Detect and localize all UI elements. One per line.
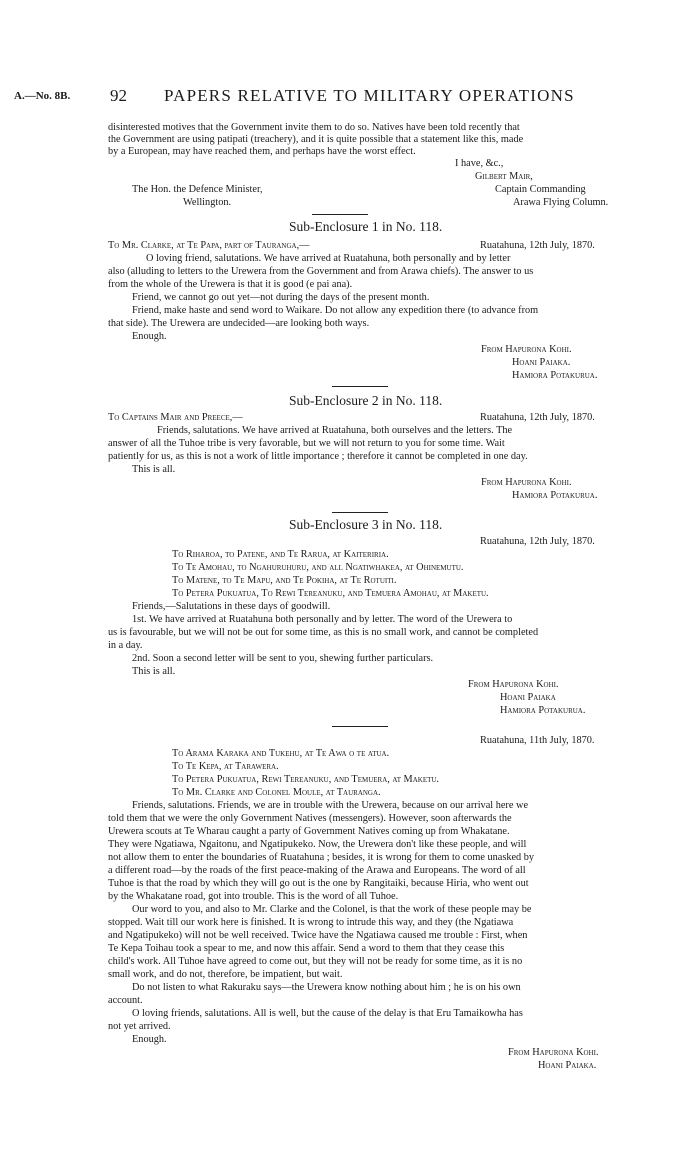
section-divider [332, 512, 388, 513]
sub-enclosure-heading: Sub-Enclosure 1 in No. 118. [289, 219, 443, 234]
sub-enclosure-heading: Sub-Enclosure 3 in No. 118. [289, 517, 443, 532]
text-line: From Hapurona Kohi. [468, 679, 559, 690]
text-line: the Government are using patipati (treachery), and it is quite possible that a statement like this, made [108, 134, 524, 145]
page-number: 92 [110, 86, 127, 105]
text-line: disinterested motives that the Government invite them to do so. Natives have been told recently that [108, 122, 520, 133]
text-line: that side). The Urewera are undecided—are looking both ways. [108, 318, 370, 329]
text-line: Friends,—Salutations in these days of goodwill. [132, 601, 331, 612]
text-line: not yet arrived. [108, 1021, 171, 1032]
text-line: Enough. [132, 1034, 167, 1045]
text-line: in a day. [108, 640, 143, 651]
text-line: Arawa Flying Column. [513, 197, 609, 208]
text-line: Our word to you, and also to Mr. Clarke and the Colonel, is that the work of these people may be [132, 904, 532, 915]
text-line: This is all. [132, 666, 176, 677]
text-line: Hoani Paiaka. [538, 1060, 597, 1071]
text-line: patiently for us, as this is not a work of little importance ; therefore it cannot be completed in one day. [108, 451, 528, 462]
sub-enclosure-heading: Sub-Enclosure 2 in No. 118. [289, 393, 443, 408]
text-line: told them that we were the only Government Natives (messengers). However, soon afterwards the [108, 813, 512, 824]
text-line: us is favourable, but we will not be out for some time, as this is no small work, and cannot be completed [108, 627, 539, 638]
text-line: To Te Kepa, at Tarawera. [172, 761, 279, 772]
text-line: Ruatahuna, 12th July, 1870. [480, 412, 595, 423]
text-line: Wellington. [183, 197, 232, 208]
text-line: Urewera scouts at Te Wharau caught a party of Government Natives coming up from Whakatane. [108, 826, 510, 837]
text-line: O loving friend, salutations. We have arrived at Ruatahuna, both personally and by letter [146, 253, 511, 264]
page-title: PAPERS RELATIVE TO MILITARY OPERATIONS [164, 86, 575, 105]
text-line: Captain Commanding [495, 184, 586, 195]
text-line: Friend, we cannot go out yet—not during the days of the present month. [132, 292, 430, 303]
text-line: from the whole of the Urewera is that it is good (e pai ana). [108, 279, 353, 290]
text-line: To Arama Karaka and Tukehu, at Te Awa o te atua. [172, 748, 390, 759]
text-line: not allow them to enter the boundaries of Ruatahuna ; besides, it is wrong for them to come unasked by [108, 852, 535, 863]
text-line: To Riharoa, to Patene, and Te Rarua, at Kaiteriria. [172, 549, 389, 560]
text-line: Te Kepa Toihau took a spear to me, and now this affair. Send a word to them that they cease this [108, 943, 505, 954]
text-line: and Ngatipukeko) will not be well received. Twice have the Ngatiawa caused me trouble : First, when [108, 930, 528, 941]
text-line: The Hon. the Defence Minister, [132, 184, 263, 195]
text-line: Hoani Paiaka. [512, 357, 571, 368]
text-line: by a European, may have reached them, and perhaps have the worst effect. [108, 146, 416, 157]
text-line: small work, and do not, therefore, be impatient, but wait. [108, 969, 343, 980]
text-line: To Captains Mair and Preece,— [108, 412, 243, 423]
text-line: also (alluding to letters to the Urewera from the Government and from Arawa chiefs). The answer to us [108, 266, 534, 277]
section-divider [332, 386, 388, 387]
text-line: a different road—by the roads of the first peace-making of the Arawa and Europeans. The word of all [108, 865, 526, 876]
text-line: Gilbert Mair, [475, 171, 533, 182]
text-line: To Mr. Clarke, at Te Papa, part of Tauranga,— [108, 240, 310, 251]
text-line: To Petera Pukuatua, To Rewi Tereanuku, and Temuera Amohau, at Maketu. [172, 588, 489, 599]
text-line: Enough. [132, 331, 167, 342]
text-line: by the Whakatane road, got into trouble. This is the word of all Tuhoe. [108, 891, 399, 902]
text-line: To Mr. Clarke and Colonel Moule, at Tauranga. [172, 787, 381, 798]
document-reference: A.—No. 8B. [14, 90, 71, 102]
section-divider [312, 214, 368, 215]
text-line: Friends, salutations. We have arrived at Ruatahuna, both ourselves and the letters. The [157, 425, 513, 436]
text-line: From Hapurona Kohi. [481, 477, 572, 488]
text-line: Hamiora Potakurua. [512, 370, 598, 381]
text-line: Ruatahuna, 12th July, 1870. [480, 536, 595, 547]
text-line: Ruatahuna, 12th July, 1870. [480, 240, 595, 251]
text-line: 2nd. Soon a second letter will be sent to you, shewing further particulars. [132, 653, 434, 664]
text-line: Hamiora Potakurua. [512, 490, 598, 501]
text-line: From Hapurona Kohi. [481, 344, 572, 355]
text-line: This is all. [132, 464, 176, 475]
text-line: Ruatahuna, 11th July, 1870. [480, 735, 595, 746]
text-line: I have, &c., [455, 158, 504, 169]
text-line: stopped. Wait till our work here is finished. It is wrong to intrude this way, and they (the Ngatiawa [108, 917, 514, 928]
text-line: O loving friends, salutations. All is well, but the cause of the delay is that Eru Tamaikowha has [132, 1008, 523, 1019]
text-line: To Petera Pukuatua, Rewi Tereanuku, and Temuera, at Maketu. [172, 774, 440, 785]
text-line: Hamiora Potakurua. [500, 705, 586, 716]
text-line: 1st. We have arrived at Ruatahuna both personally and by letter. The word of the Urewera to [132, 614, 513, 625]
text-line: Do not listen to what Rakuraku says—the Urewera know nothing about him ; he is on his own [132, 982, 521, 993]
text-line: answer of all the Tuhoe tribe is very favorable, but we will not return to you for some time. Wait [108, 438, 505, 449]
section-divider [332, 726, 388, 727]
text-line: Tuhoe is that the road by which they will go out is the one by Rangitaiki, because Hiria, who went out [108, 878, 529, 889]
text-line: child's work. All Tuhoe have agreed to come out, but they will not be ready for some time, as it is no [108, 956, 523, 967]
text-line: From Hapurona Kohi. [508, 1047, 599, 1058]
text-line: account. [108, 995, 143, 1006]
text-line: Hoani Paiaka [500, 692, 556, 703]
text-line: Friend, make haste and send word to Waikare. Do not allow any expedition there (to advance from [132, 305, 539, 316]
text-line: Friends, salutations. Friends, we are in trouble with the Urewera, because on our arrival here we [132, 800, 529, 811]
text-line: To Te Amohau, to Ngahuruhuru, and all Ngatiwhakea, at Ohinemutu. [172, 562, 464, 573]
text-line: To Matene, to Te Mapu, and Te Pokiha, at Te Rotuiti. [172, 575, 397, 586]
text-line: They were Ngatiawa, Ngaitonu, and Ngatipukeko. Now, the Urewera don't like these people, and will [108, 839, 527, 850]
